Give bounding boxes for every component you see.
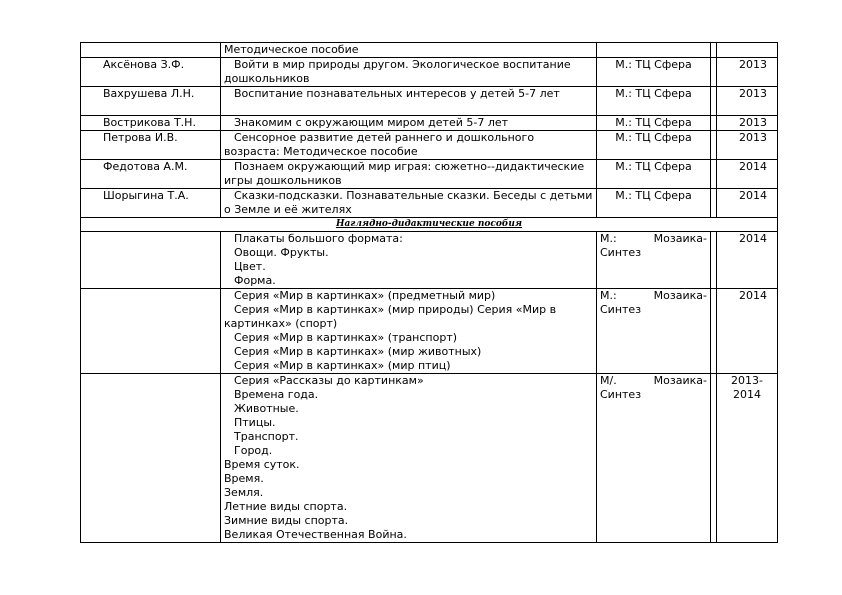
title-cell: Войти в мир природы другом. Экологическое воспитание дошкольников: [221, 58, 597, 87]
section-title: Наглядно-дидактические пособия: [81, 218, 778, 232]
list-item: Плакаты большого формата:: [234, 232, 403, 245]
list-item: Серия «Рассказы до картинкам»: [234, 374, 424, 387]
list-item: Серия «Мир в картинках» (транспорт): [234, 331, 458, 344]
publisher-cell: М.: ТЦ Сфера: [597, 87, 711, 116]
author-cell: Вострикова Т.Н.: [81, 116, 221, 131]
literature-table: [80, 42, 778, 543]
author-cell: Шорыгина Т.А.: [81, 189, 221, 218]
title-cell: Познаем окружающий мир играя: сюжетно--дидактические игры дошкольников: [221, 160, 597, 189]
table-row: [81, 189, 778, 218]
author-cell: [81, 289, 221, 374]
title-cell: Сказки-подсказки. Познавательные сказки. Беседы с детьми о Земле и её жителях: [221, 189, 597, 218]
year-cell: 2013: [717, 87, 778, 116]
list-item: Земля.: [224, 486, 264, 499]
list-item: Форма.: [234, 274, 276, 287]
table-row: [81, 160, 778, 189]
title-cell: [221, 232, 597, 289]
list-item: Летние виды спорта.: [224, 500, 348, 513]
author-cell: Вахрушева Л.Н.: [81, 87, 221, 116]
publisher-cell: М/. Мозаика-Синтез: [597, 374, 711, 543]
list-item: Серия «Мир в картинках» (мир птиц): [234, 359, 451, 372]
section-row: [81, 218, 778, 232]
list-item: Птицы.: [234, 416, 276, 429]
table-row: [81, 87, 778, 116]
list-item: Серия «Мир в картинках» (мир животных): [234, 345, 482, 358]
list-item: Великая Отечественная Война.: [224, 528, 407, 541]
list-item: Транспорт.: [234, 430, 299, 443]
year-cell: 2014: [717, 232, 778, 289]
list-item: Время.: [224, 472, 264, 485]
table-row: [81, 116, 778, 131]
table-row: [81, 289, 778, 374]
table-row: [81, 374, 778, 543]
publisher-cell: М.: ТЦ Сфера: [597, 116, 711, 131]
publisher-cell: М.: Мозаика-Синтез: [597, 289, 711, 374]
year-cell: 2013: [717, 116, 778, 131]
list-item: Серия «Мир в картинках» (предметный мир): [234, 289, 496, 302]
publisher-cell: М.: ТЦ Сфера: [597, 189, 711, 218]
table-row: [81, 43, 778, 58]
year-cell: 2014: [717, 160, 778, 189]
publisher-cell: М.: ТЦ Сфера: [597, 160, 711, 189]
table-row: [81, 232, 778, 289]
title-cell: Методическое пособие: [221, 43, 597, 58]
title-cell: [221, 289, 597, 374]
list-item: Зимние виды спорта.: [224, 514, 349, 527]
author-cell: [81, 232, 221, 289]
list-item: Животные.: [234, 402, 299, 415]
year-cell: 2014: [717, 189, 778, 218]
title-cell: Сенсорное развитие детей раннего и дошкольного возраста: Методическое пособие: [221, 131, 597, 160]
author-cell: Петрова И.В.: [81, 131, 221, 160]
publisher-cell: [597, 43, 711, 58]
year-cell: 2013: [717, 131, 778, 160]
title-cell: Воспитание познавательных интересов у детей 5-7 лет: [221, 87, 597, 116]
list-item: Время суток.: [224, 458, 300, 471]
year-cell: [717, 43, 778, 58]
list-item: Времена года.: [234, 388, 319, 401]
list-item: Цвет.: [234, 260, 266, 273]
year-cell: 2014: [717, 289, 778, 374]
list-item: Овощи. Фрукты.: [234, 246, 329, 259]
list-item: Серия «Мир в картинках» (мир природы) Серия «Мир в картинках» (спорт): [224, 303, 557, 330]
year-cell: 2013: [717, 58, 778, 87]
author-cell: [81, 374, 221, 543]
publisher-cell: М.: ТЦ Сфера: [597, 131, 711, 160]
table-row: [81, 58, 778, 87]
year-cell: 2013-2014: [717, 374, 778, 543]
title-cell: [221, 374, 597, 543]
publisher-cell: М.: ТЦ Сфера: [597, 58, 711, 87]
author-cell: [81, 43, 221, 58]
author-cell: Аксёнова З.Ф.: [81, 58, 221, 87]
title-cell: Знакомим с окружающим миром детей 5-7 лет: [221, 116, 597, 131]
table-row: [81, 131, 778, 160]
publisher-cell: М.: Мозаика-Синтез: [597, 232, 711, 289]
author-cell: Федотова А.М.: [81, 160, 221, 189]
list-item: Город.: [234, 444, 273, 457]
